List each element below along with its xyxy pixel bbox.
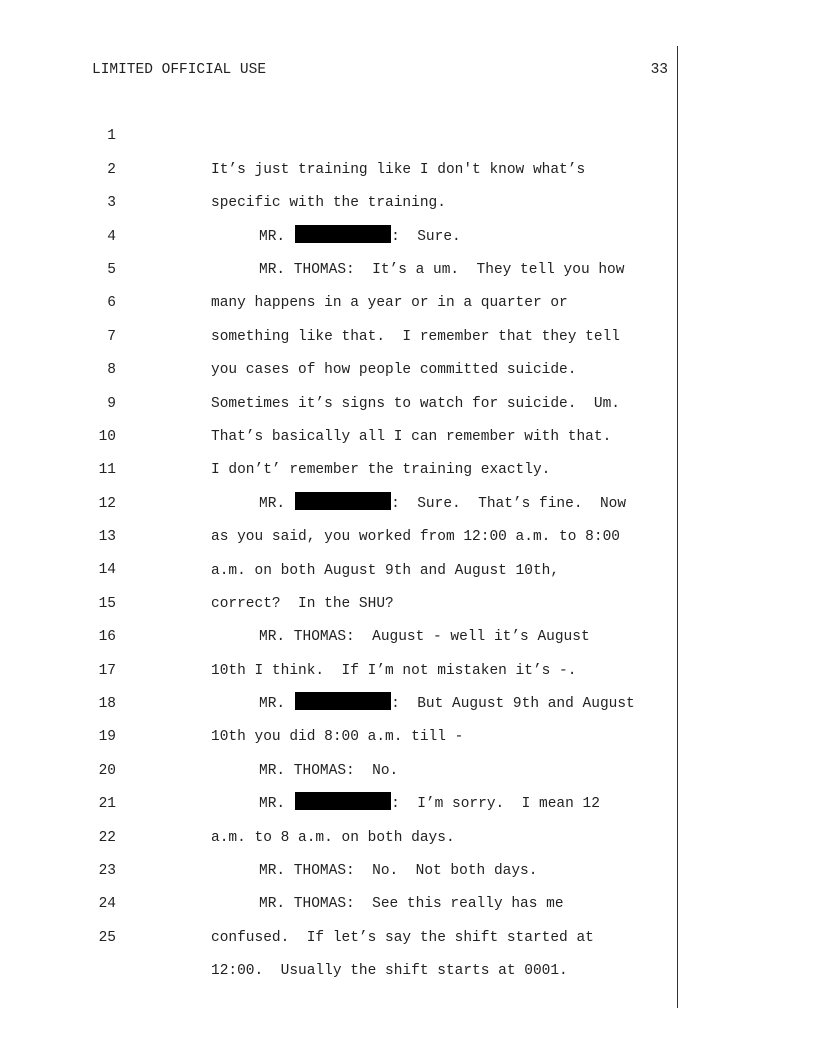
line-text: correct? In the SHU? (211, 595, 394, 612)
line-number: 6 (107, 295, 116, 312)
line-text: MR. THOMAS: No. (259, 762, 399, 779)
line-text: I don’t’ remember the training exactly. (211, 462, 551, 479)
line-number: 7 (107, 328, 116, 345)
line-text: Sometimes it’s signs to watch for suicide. Um. (211, 395, 620, 412)
line-number: 19 (98, 729, 116, 746)
line-number: 4 (107, 228, 116, 245)
transcript-body (0, 87, 816, 980)
speaker-prefix: MR. (259, 696, 286, 713)
line-text: you cases of how people committed suicide. (211, 362, 577, 379)
line-number: 23 (98, 863, 116, 879)
line-text: confused. If let’s say the shift started at (211, 929, 594, 946)
line-text: : Sure. (391, 228, 461, 245)
line-number: 18 (98, 696, 116, 713)
page-number: 33 (650, 62, 668, 78)
line-number: 12 (98, 495, 116, 512)
classification-header: LIMITED OFFICIAL USE (92, 62, 267, 78)
line-number: 17 (98, 662, 116, 679)
line-number: 16 (98, 629, 116, 646)
line-text: specific with the training. (211, 195, 446, 212)
line-text: MR. THOMAS: No. Not both days. (259, 863, 538, 880)
line-number: 8 (107, 362, 116, 379)
line-text: many happens in a year or in a quarter or (211, 295, 568, 312)
line-text: 12:00. Usually the shift starts at 0001. (211, 963, 568, 980)
line-number: 10 (98, 428, 116, 445)
line-number: 21 (98, 796, 116, 813)
line-text: MR. THOMAS: August - well it’s August (259, 629, 590, 646)
line-text: as you said, you worked from 12:00 a.m. to 8:00 (211, 529, 620, 546)
line-text: That’s basically all I can remember with that. (211, 428, 612, 445)
speaker-prefix: MR. (259, 796, 286, 813)
line-number: 11 (98, 462, 116, 479)
line-text: something like that. I remember that they tell (211, 328, 620, 345)
line-text: MR. THOMAS: See this really has me (259, 896, 564, 913)
line-number: 5 (107, 261, 116, 278)
line-text: : Sure. That’s fine. Now (391, 495, 627, 512)
line-text: : I’m sorry. I mean 12 (391, 796, 600, 813)
line-number: 15 (98, 595, 116, 612)
line-number: 24 (98, 896, 116, 913)
line-number: 9 (107, 395, 116, 412)
line-number: 14 (98, 562, 116, 579)
line-number: 1 (107, 128, 116, 145)
line-number: 3 (107, 195, 116, 212)
line-number: 22 (98, 829, 116, 846)
line-text: It’s just training like I don't know what’s (211, 161, 586, 178)
line-text: : But August 9th and August (391, 696, 635, 713)
line-number: 25 (98, 929, 116, 946)
line-text: 10th you did 8:00 a.m. till - (211, 729, 464, 746)
line-number: 13 (98, 529, 116, 546)
transcript-line-1 (0, 87, 816, 178)
line-number: 20 (98, 762, 116, 779)
line-text: a.m. on both August 9th and August 10th, (211, 562, 560, 579)
speaker-prefix: MR. (259, 495, 286, 512)
speaker-prefix: MR. (259, 228, 286, 245)
line-number: 2 (107, 161, 116, 178)
line-text: 10th I think. If I’m not mistaken it’s -. (211, 662, 577, 679)
line-text: MR. THOMAS: It’s a um. They tell you how (259, 261, 625, 278)
line-text: a.m. to 8 a.m. on both days. (211, 829, 455, 846)
